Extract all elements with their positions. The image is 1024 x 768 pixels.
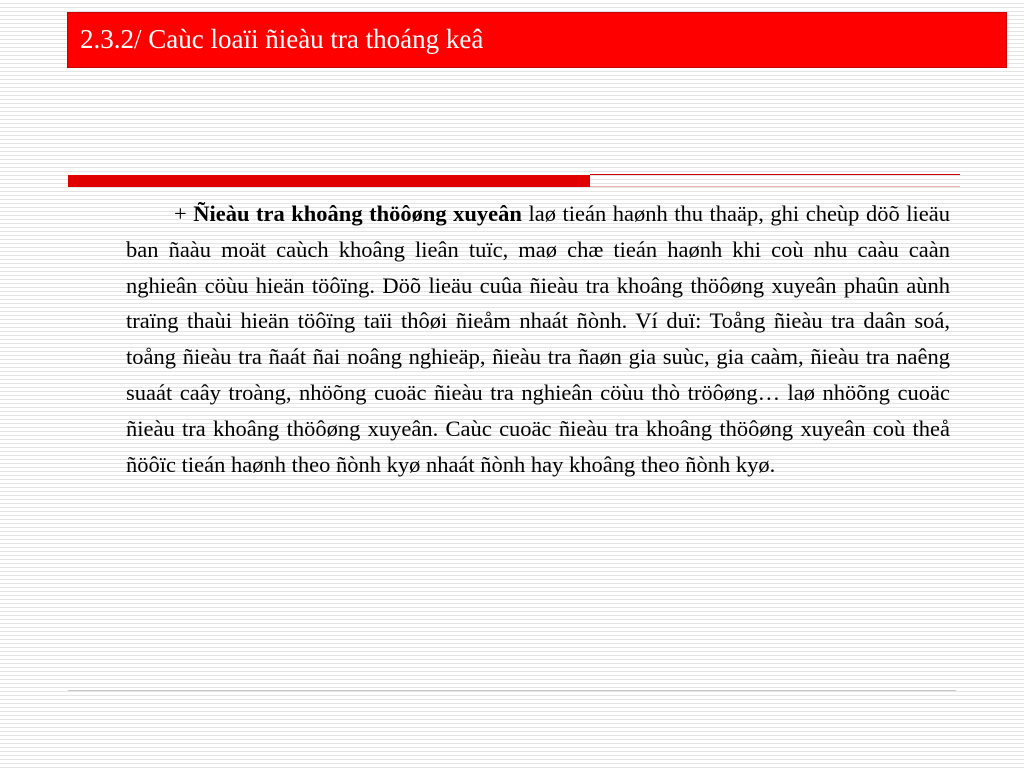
accent-divider-red-segment	[68, 175, 590, 187]
slide-title-bar	[67, 12, 1007, 68]
defined-term: Ñieàu tra khoâng thöôøng xuyeân	[193, 201, 522, 226]
accent-divider	[68, 174, 960, 188]
slide-title: 2.3.2/ Caùc loaïi ñieàu tra thoáng keâ	[80, 24, 484, 54]
paragraph-body: laø tieán haønh thu thaäp, ghi cheùp döõ lieäu ban ñaàu moät caùch khoâng lieân tuïc, maø chæ tieán haønh khi coù nhu caàu caàn nghieân cöùu hieän töôïng. Döõ lieäu cuûa ñieàu tra khoâng thöôøng xuyeân phaûn aùnh traïng thaùi hieän töôïng taïi thôøi ñieåm nhaát ñònh. Ví duï: Toång ñieàu tra daân soá, toång ñieàu tra ñaát ñai noâng nghieäp, ñieàu tra ñaøn gia suùc, gia caàm, ñieàu tra naêng suaát caây troàng, nhöõng cuoäc ñieàu tra nghieân cöùu thò tröôøng… laø nhöõng cuoäc ñieàu tra khoâng thöôøng xuyeân. Caùc cuoäc ñieàu tra khoâng thöôøng xuyeân coù theå ñöôïc tieán haønh theo ñònh kyø nhaát ñònh hay khoâng theo ñònh kyø.	[126, 201, 950, 477]
footer-divider	[68, 690, 956, 691]
accent-divider-thin-line-bottom	[590, 186, 960, 187]
accent-divider-thin-line	[590, 174, 960, 175]
bullet-prefix: +	[174, 201, 194, 226]
body-paragraph	[126, 196, 950, 482]
